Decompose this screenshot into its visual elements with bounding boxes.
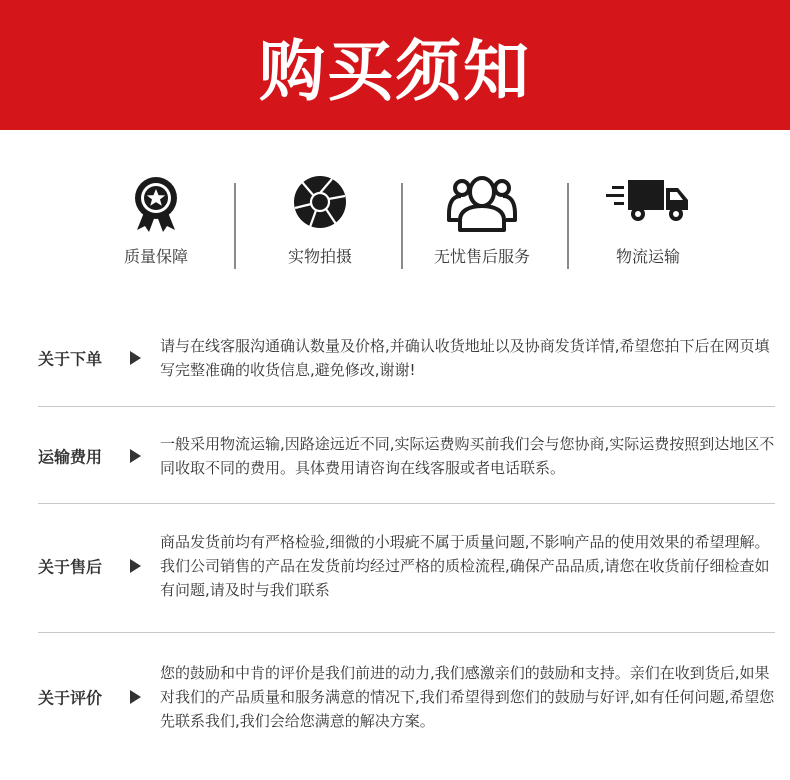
feature-divider [234, 183, 236, 269]
arrow-right-icon [130, 449, 141, 463]
header-banner [0, 0, 790, 130]
info-row-shipping [38, 430, 775, 482]
feature-quality [76, 168, 236, 278]
row-body: 请与在线客服沟通确认数量及价格,并确认收货地址以及协商发货详情,希望您拍下后在网页填写完整准确的收货信息,避免修改,谢谢! [160, 337, 770, 379]
feature-aftersales [402, 168, 562, 278]
info-row-aftersales [38, 528, 775, 604]
delivery-truck-icon [606, 174, 690, 226]
arrow-right-icon [130, 559, 141, 573]
row-heading: 关于评价 [38, 688, 103, 708]
row-divider [38, 503, 775, 504]
info-row-reviews [38, 658, 775, 736]
arrow-right-icon [130, 690, 141, 704]
row-heading: 运输费用 [38, 447, 103, 467]
info-row-ordering [38, 330, 775, 386]
feature-logistics [568, 168, 728, 278]
row-divider [38, 632, 775, 633]
camera-aperture-icon [292, 174, 348, 230]
feature-strip [0, 168, 790, 278]
row-divider [38, 406, 775, 407]
row-heading: 关于售后 [38, 557, 103, 577]
users-group-icon [444, 174, 520, 234]
award-medal-icon [131, 174, 181, 234]
feature-divider [401, 183, 403, 269]
feature-photo [240, 168, 400, 278]
page-title: 购买须知 [259, 32, 531, 110]
row-body: 一般采用物流运输,因路途远近不同,实际运费购买前我们会与您协商,实际运费按照到达地区不同收取不同的费用。具体费用请咨询在线客服或者电话联系。 [160, 435, 775, 477]
row-heading: 关于下单 [38, 349, 103, 369]
feature-label: 质量保障 [123, 247, 188, 266]
row-body: 您的鼓励和中肯的评价是我们前进的动力,我们感激亲们的鼓励和支持。亲们在收到货后,如果对我们的产品质量和服务满意的情况下,我们希望得到您们的鼓励与好评,如有任何问题,希望您先联系我们,我们会给您满意的解决方案。 [160, 664, 775, 730]
arrow-right-icon [130, 351, 141, 365]
feature-label: 无忧售后服务 [433, 247, 530, 266]
row-body: 商品发货前均有严格检验,细微的小瑕疵不属于质量问题,不影响产品的使用效果的希望理解。我们公司销售的产品在发货前均经过严格的质检流程,确保产品品质,请您在收货前仔细检查如有问题,请及时与我们联系 [160, 533, 770, 599]
feature-divider [567, 183, 569, 269]
feature-label: 物流运输 [615, 247, 680, 266]
feature-label: 实物拍摄 [287, 247, 352, 266]
